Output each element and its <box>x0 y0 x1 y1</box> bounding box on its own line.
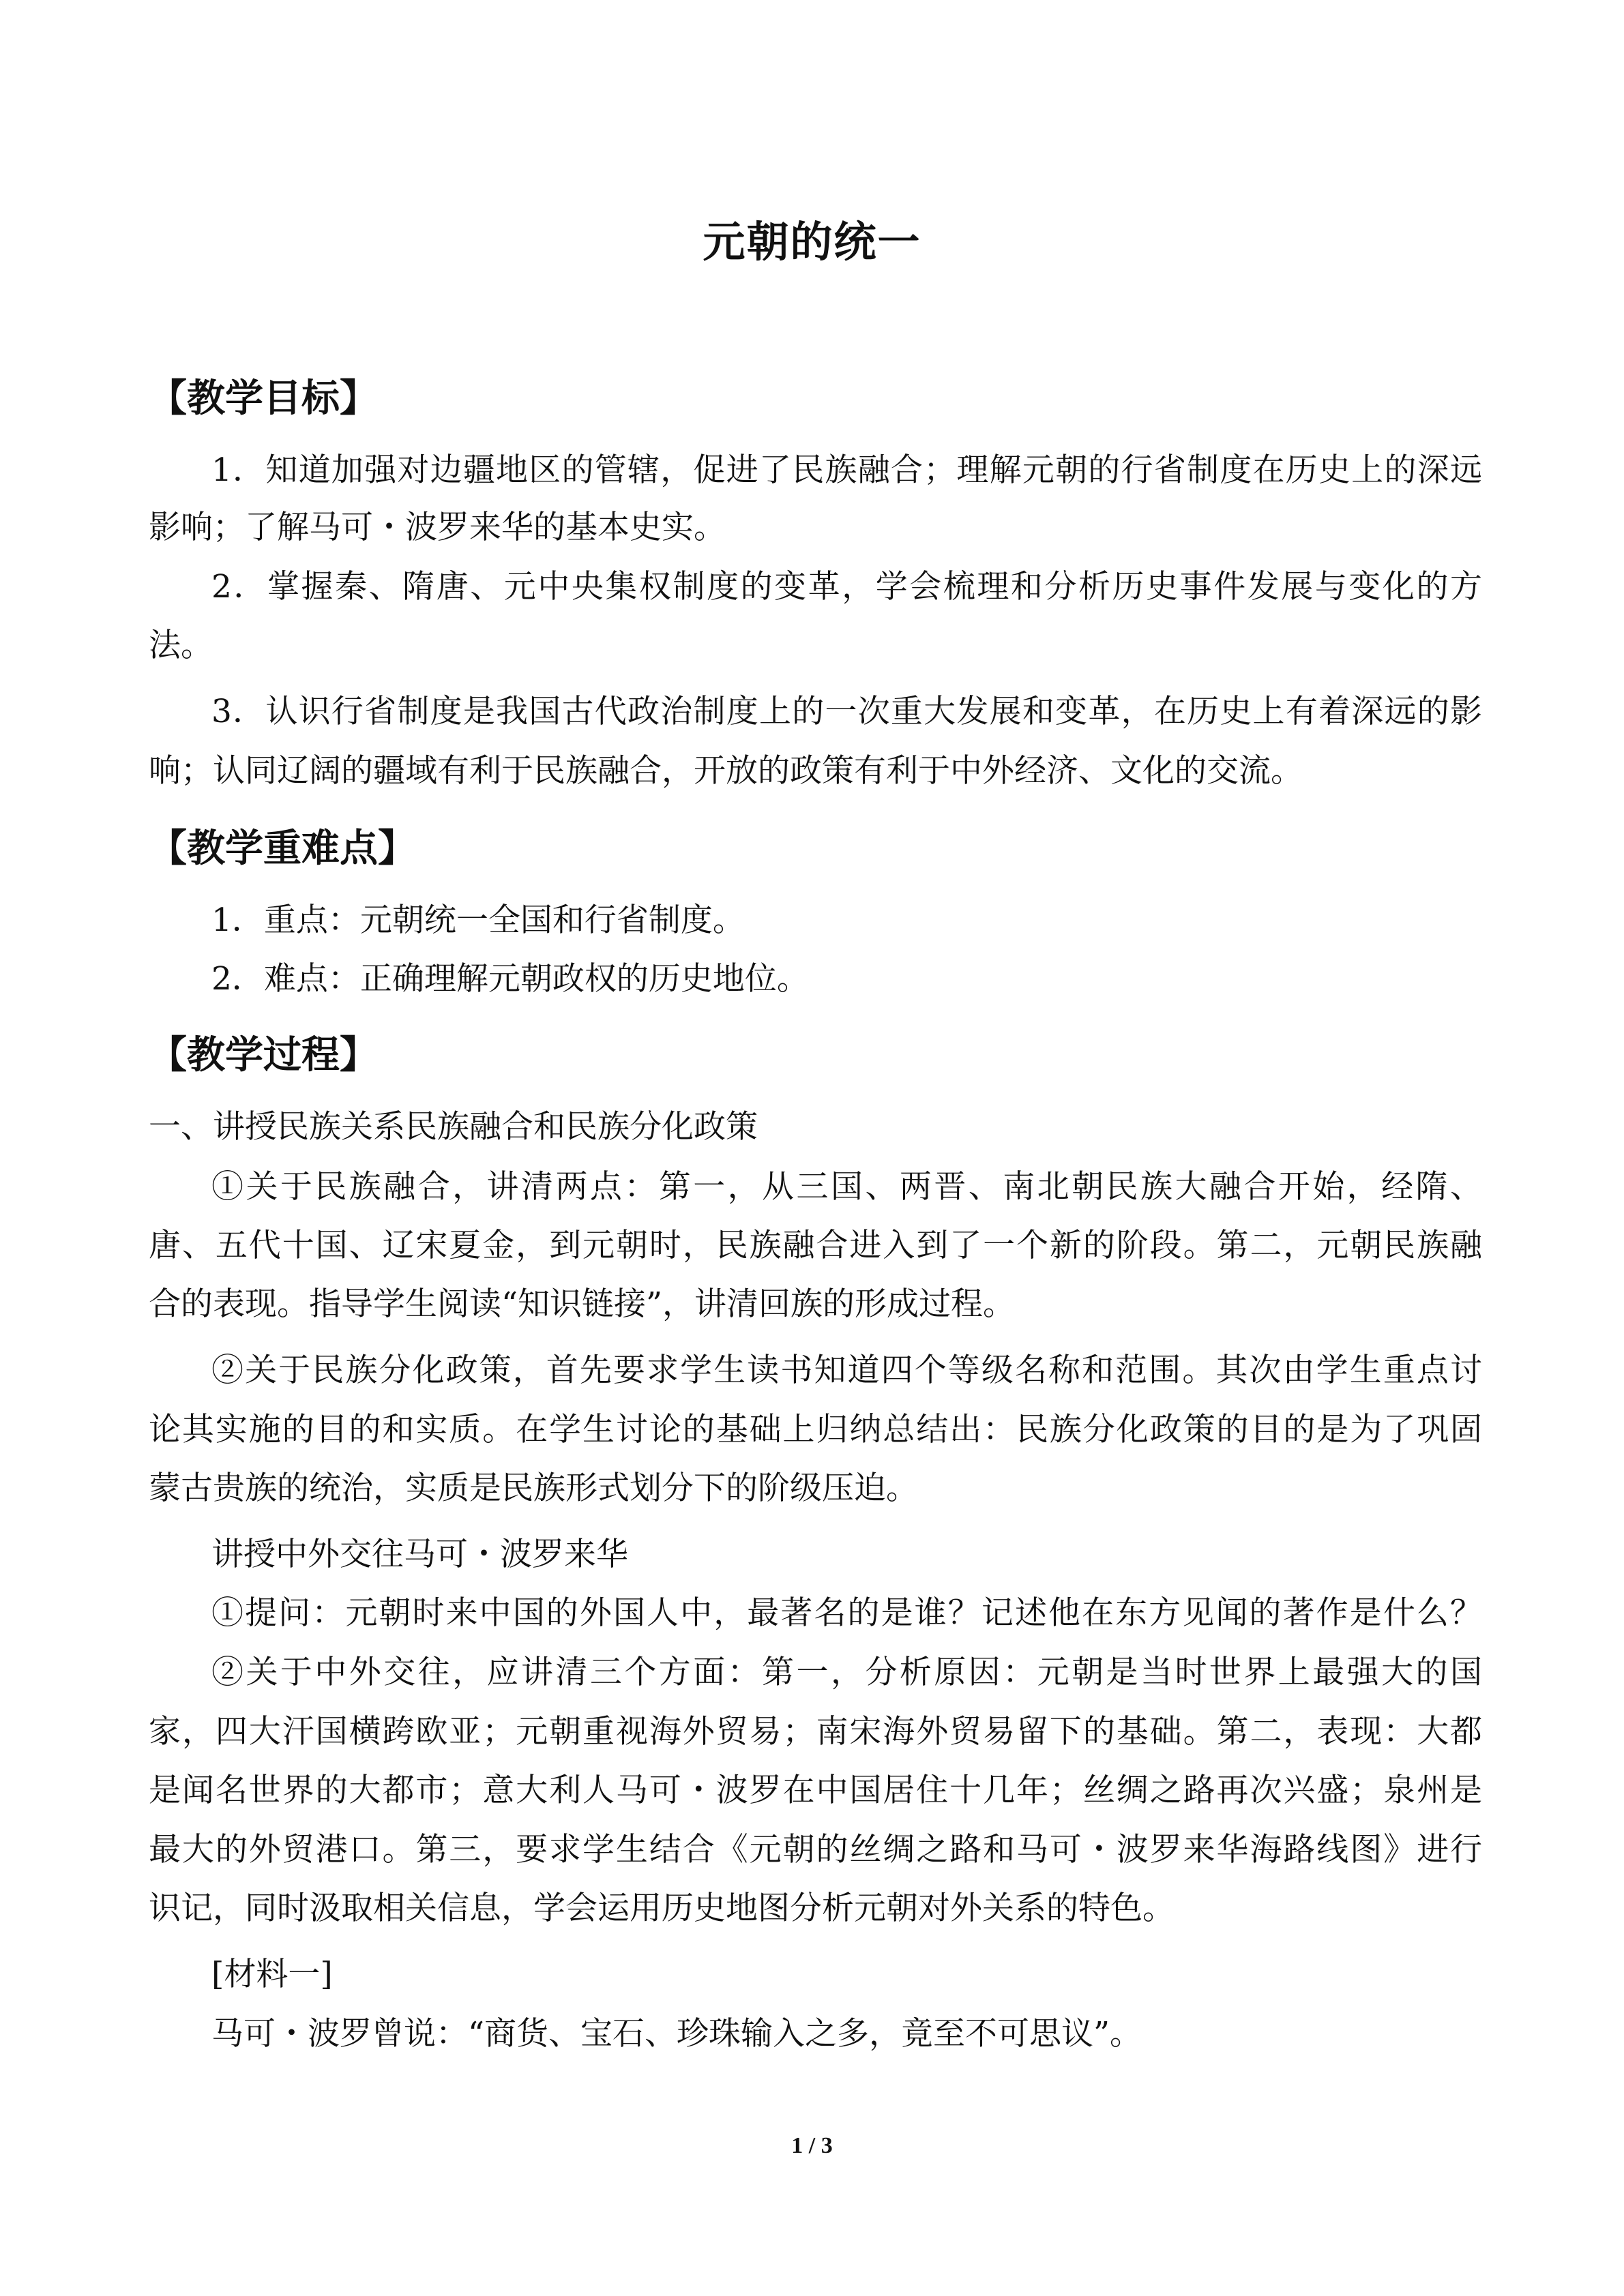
material-label: [材料一] <box>211 1956 333 1993</box>
objective-line: 响；认同辽阔的疆域有利于民族融合，开放的政策有利于中外经济、文化的交流。 <box>149 752 1303 790</box>
objective-line: 法。 <box>149 627 213 664</box>
objective-line: 影响；了解马可・波罗来华的基本史实。 <box>149 509 726 546</box>
process-line: 论其实施的目的和实质。在学生讨论的基础上归纳总结出：民族分化政策的目的是为了巩固 <box>149 1411 1482 1448</box>
process-line: ②关于民族分化政策，首先要求学生读书知道四个等级名称和范围。其次由学生重点讨 <box>211 1352 1482 1389</box>
objective-line: 1．知道加强对边疆地区的管辖，促进了民族融合；理解元朝的行省制度在历史上的深远 <box>211 451 1482 489</box>
page-title: 元朝的统一 <box>703 217 921 267</box>
page-number: 1 / 3 <box>791 2133 833 2158</box>
key-point-line: 2．难点：正确理解元朝政权的历史地位。 <box>211 960 809 998</box>
process-line: ②关于中外交往，应讲清三个方面：第一，分析原因：元朝是当时世界上最强大的国 <box>211 1654 1482 1691</box>
process-line: 最大的外贸港口。第三，要求学生结合《元朝的丝绸之路和马可・波罗来华海路线图》进行 <box>149 1831 1482 1868</box>
process-line: 一、讲授民族关系民族融合和民族分化政策 <box>149 1108 758 1146</box>
objective-line: 2．掌握秦、隋唐、元中央集权制度的变革，学会梳理和分析历史事件发展与变化的方 <box>211 568 1482 606</box>
heading-process: 【教学过程】 <box>149 1032 378 1077</box>
heading-key-points: 【教学重难点】 <box>149 826 416 871</box>
process-line: 合的表现。指导学生阅读“知识链接”，讲清回族的形成过程。 <box>149 1285 1016 1323</box>
heading-objectives: 【教学目标】 <box>149 376 378 421</box>
process-line: 识记，同时汲取相关信息，学会运用历史地图分析元朝对外关系的特色。 <box>149 1890 1175 1927</box>
process-line: ①提问：元朝时来中国的外国人中，最著名的是谁？记述他在东方见闻的著作是什么？ <box>211 1594 1482 1632</box>
process-line: 讲授中外交往马可・波罗来华 <box>211 1536 628 1573</box>
process-line: 蒙古贵族的统治，实质是民族形式划分下的阶级压迫。 <box>149 1470 918 1507</box>
process-line: 家，四大汗国横跨欧亚；元朝重视海外贸易；南宋海外贸易留下的基础。第二，表现：大都 <box>149 1713 1482 1750</box>
objective-line: 3．认识行省制度是我国古代政治制度上的一次重大发展和变革，在历史上有着深远的影 <box>211 693 1482 730</box>
process-line: 唐、五代十国、辽宋夏金，到元朝时，民族融合进入到了一个新的阶段。第二，元朝民族融 <box>149 1227 1482 1264</box>
process-line: 是闻名世界的大都市；意大利人马可・波罗在中国居住十几年；丝绸之路再次兴盛；泉州是 <box>149 1772 1482 1809</box>
key-point-line: 1．重点：元朝统一全国和行省制度。 <box>211 901 745 939</box>
process-line: 马可・波罗曾说：“商货、宝石、珍珠输入之多，竟至不可思议”。 <box>211 2015 1142 2053</box>
process-line: ①关于民族融合，讲清两点：第一，从三国、两晋、南北朝民族大融合开始，经隋、 <box>211 1168 1482 1206</box>
